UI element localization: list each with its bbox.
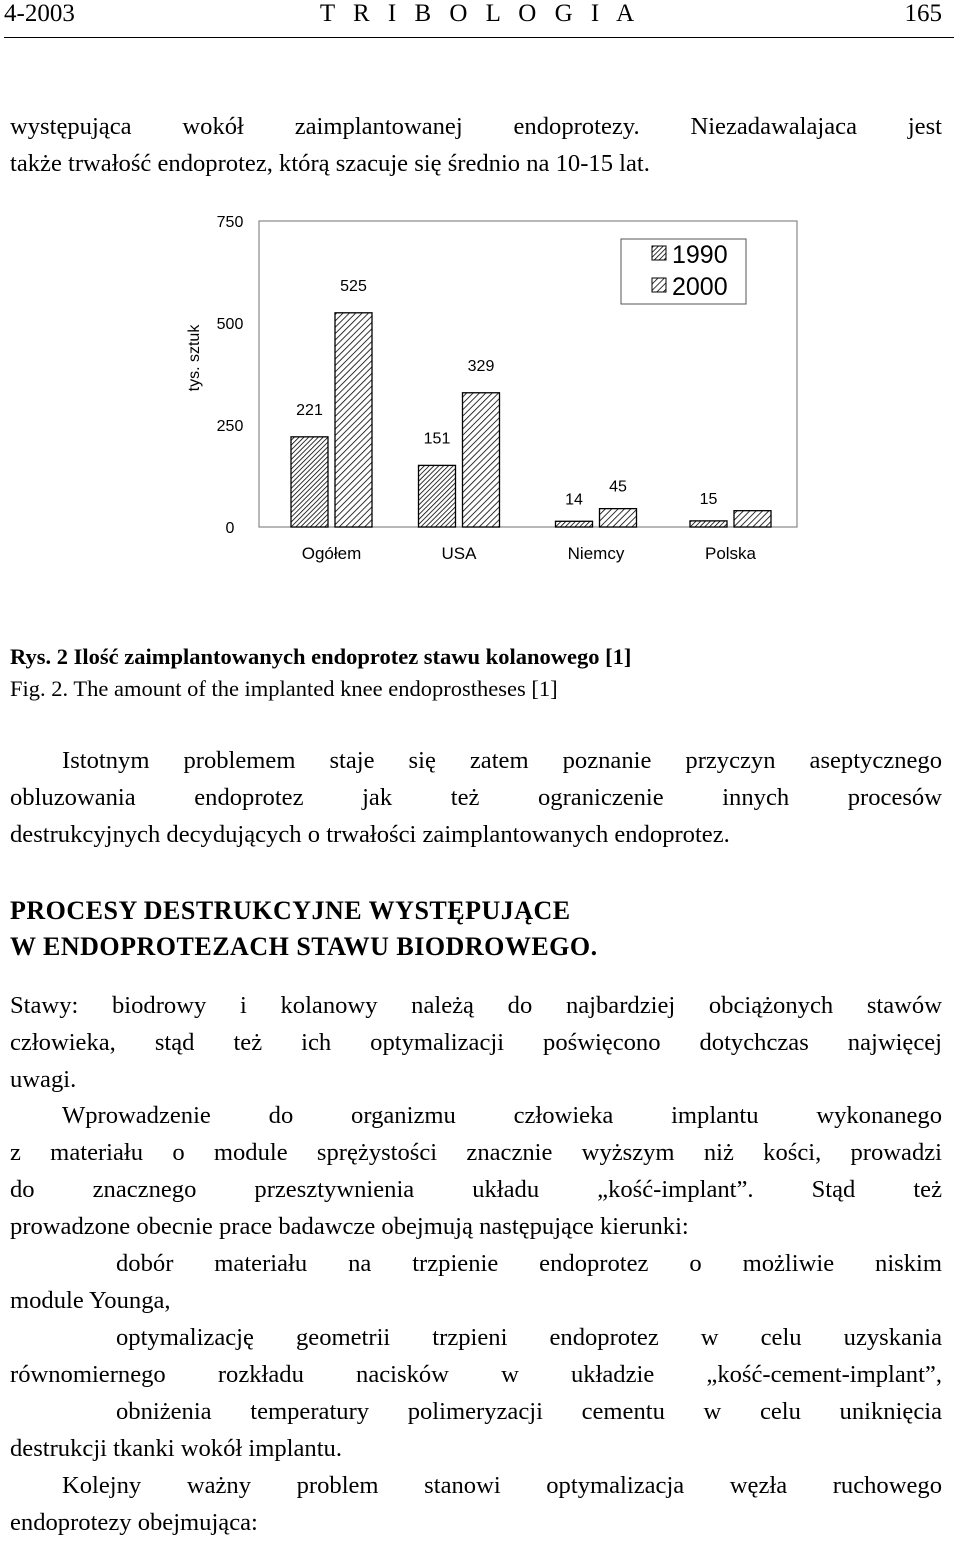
legend <box>621 239 746 304</box>
y-tick-label: 250 <box>216 418 244 435</box>
list-item-line: równomiernego rozkładu nacisków w układzie „kość-cement-implant”, <box>10 1361 942 1388</box>
category-label: Polska <box>704 544 757 563</box>
text-line: do znacznego przesztywnienia układu „kość-implant”. Stąd też <box>10 1176 942 1203</box>
bar-2000-ogółem <box>335 313 372 527</box>
data-label: 45 <box>609 478 627 496</box>
legend-label-2000: 2000 <box>672 273 728 301</box>
text-line: Kolejny ważny problem stanowi optymalizacja węzła ruchowego <box>62 1472 942 1499</box>
paragraph-2 <box>10 987 942 1098</box>
legend-label-1990: 1990 <box>672 241 728 269</box>
list-item-line: obniżenia temperatury polimeryzacji cementu w celu uniknięcia <box>116 1398 942 1425</box>
page-number: 165 <box>904 0 942 27</box>
bar-chart <box>0 200 960 580</box>
text-line: obluzowania endoprotez jak też ograniczenie innych procesów <box>10 784 942 811</box>
bar-1990-ogółem <box>291 437 328 527</box>
category-label: Ogółem <box>301 544 362 563</box>
bar-2000-usa <box>463 393 500 527</box>
text-line: Stawy: biodrowy i kolanowy należą do najbardziej obciążonych stawów <box>10 992 942 1019</box>
section-heading <box>10 893 598 965</box>
data-label: 14 <box>565 491 583 509</box>
text-line: uwagi. <box>10 1066 77 1093</box>
text-line: endoprotezy obejmująca: <box>10 1509 258 1536</box>
heading-line: PROCESY DESTRUKCYJNE WYSTĘPUJĄCE <box>10 896 571 925</box>
bar-1990-usa <box>419 465 456 527</box>
data-label: 15 <box>699 490 718 508</box>
bar-2000-polska <box>734 511 771 527</box>
category-labels <box>302 544 757 563</box>
legend-swatch-1990 <box>652 246 666 260</box>
issue-number: 4-2003 <box>4 0 75 27</box>
y-tick-label: 750 <box>216 214 244 231</box>
data-label: 525 <box>340 277 367 295</box>
text-line: prowadzone obecnie prace badawcze obejmują następujące kierunki: <box>10 1213 689 1240</box>
data-label: 329 <box>467 357 495 375</box>
y-axis-ticks <box>217 214 244 537</box>
data-label: 221 <box>296 401 323 419</box>
text-line: także trwałość endoprotez, którą szacuje się średnio na 10-15 lat. <box>10 150 650 177</box>
legend-swatch-2000 <box>652 278 666 292</box>
category-label: Niemcy <box>567 544 625 563</box>
header-rule <box>4 37 954 38</box>
paragraph-3 <box>10 1097 942 1245</box>
text-line: Istotnym problemem staje się zatem poznanie przyczyn aseptycznego <box>62 747 942 774</box>
list-item-line: destrukcji tkanki wokół implantu. <box>10 1435 342 1462</box>
figure-caption-pl: Rys. 2 Ilość zaimplantowanych endoprotez stawu kolanowego [1] <box>10 644 632 669</box>
direction-list <box>10 1245 942 1467</box>
list-item-line: optymalizację geometrii trzpieni endoprotez w celu uzyskania <box>116 1324 942 1351</box>
list-item-line: dobór materiału na trzpienie endoprotez o możliwie niskim <box>116 1250 942 1277</box>
data-label: 151 <box>423 430 451 448</box>
paragraph-1 <box>10 742 942 853</box>
text-line: człowieka, stąd też ich optymalizacji poświęcono dotychczas najwięcej <box>10 1029 942 1056</box>
bar-1990-niemcy <box>556 521 593 527</box>
journal-title: T R I B O L O G I A <box>319 0 641 27</box>
category-label: USA <box>441 544 477 563</box>
text-line: występująca wokół zaimplantowanej endoprotezy. Niezadawalajaca jest <box>10 113 942 140</box>
bar-1990-polska <box>690 521 727 527</box>
figure-caption-en: Fig. 2. The amount of the implanted knee endoprostheses [1] <box>10 676 558 701</box>
y-tick-label: 500 <box>216 316 244 333</box>
heading-line: W ENDOPROTEZACH STAWU BIODROWEGO. <box>10 932 598 961</box>
paragraph-4 <box>10 1467 942 1541</box>
list-item-line: module Younga, <box>10 1287 171 1314</box>
y-tick-label: 0 <box>225 520 235 537</box>
text-line: Wprowadzenie do organizmu człowieka implantu wykonanego <box>62 1102 942 1129</box>
y-axis-label: tys. sztuk <box>186 324 203 392</box>
intro-paragraph <box>10 108 942 182</box>
bar-2000-niemcy <box>600 509 637 527</box>
running-header <box>0 0 960 40</box>
text-line: z materiału o module sprężystości znacznie wyższym niż kości, prowadzi <box>10 1139 942 1166</box>
text-line: destrukcyjnych decydujących o trwałości zaimplantowanych endoprotez. <box>10 821 730 848</box>
